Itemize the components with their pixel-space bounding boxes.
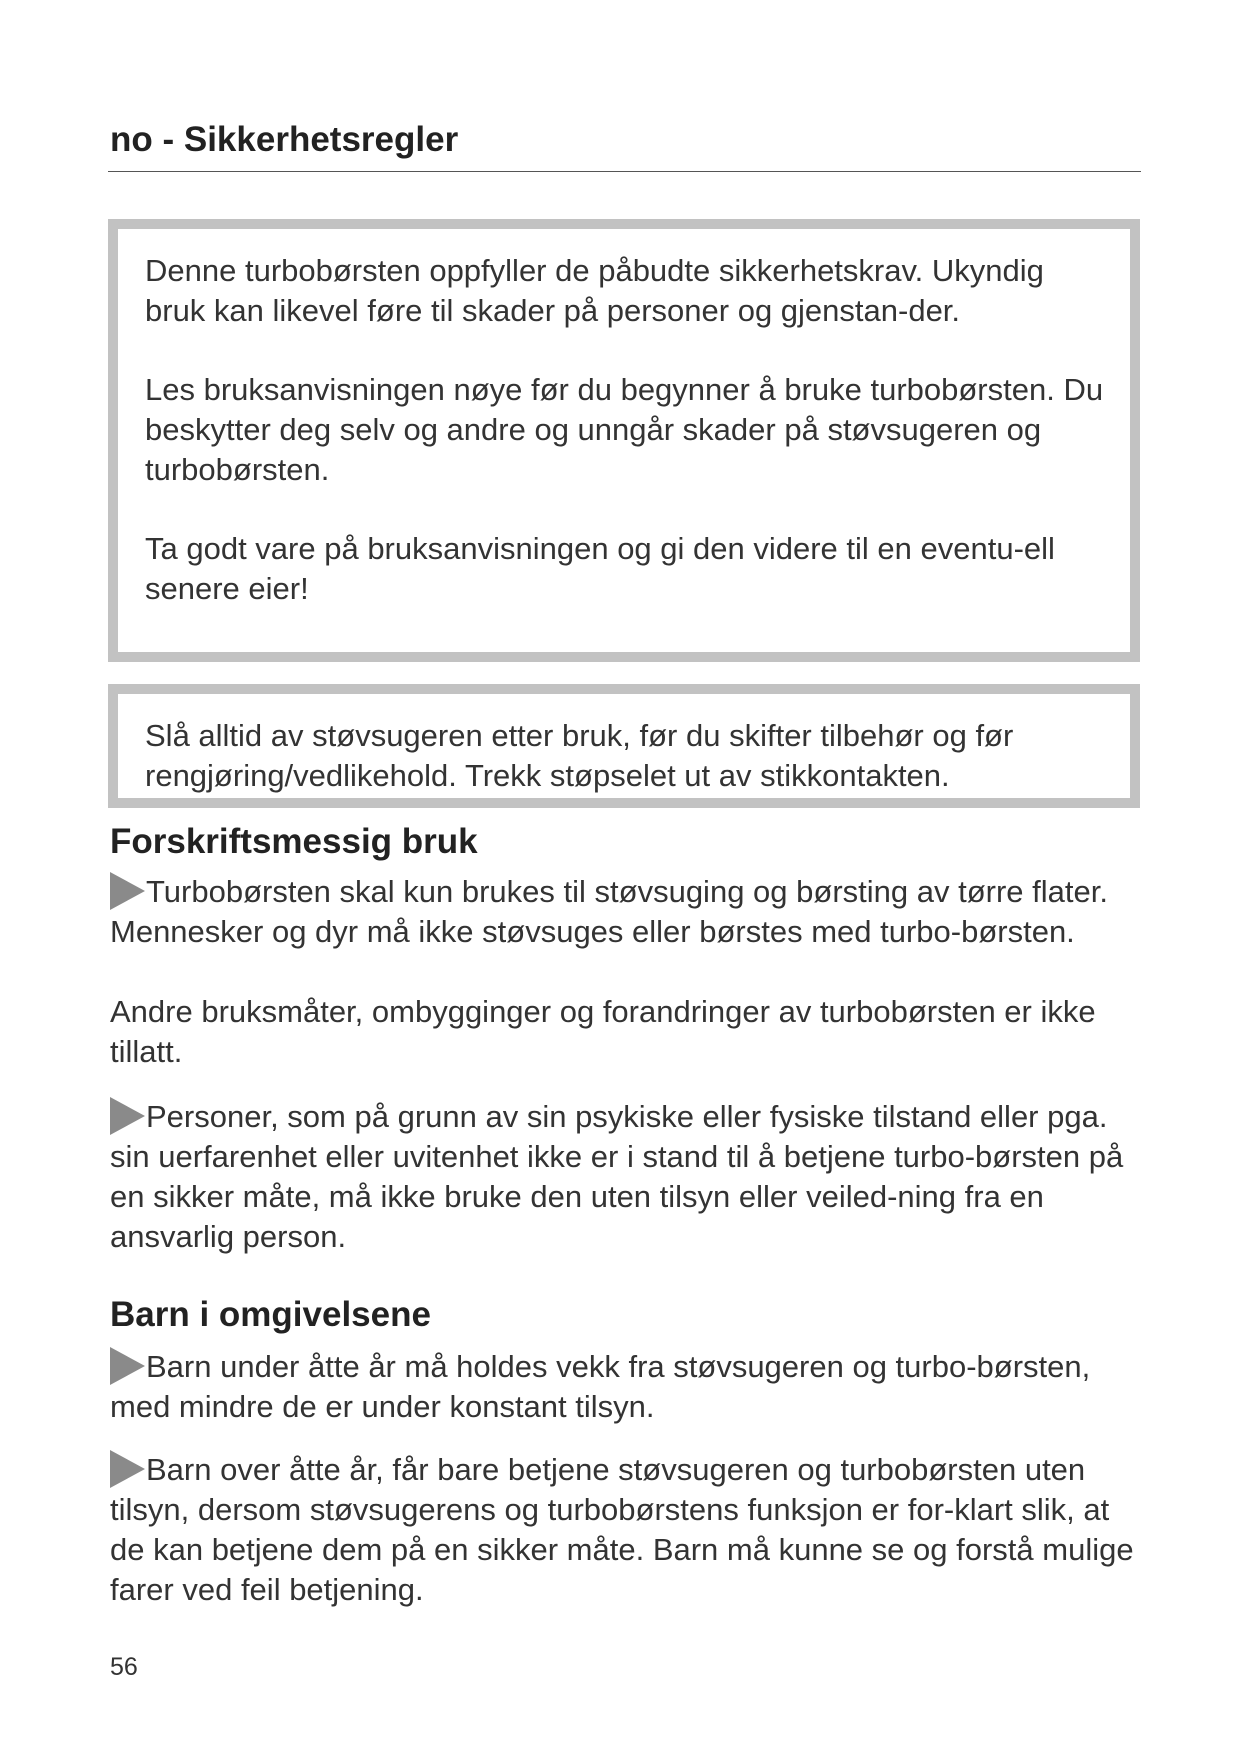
triangle-bullet-icon (110, 1450, 145, 1488)
intended-use-bullet (110, 872, 1140, 952)
children-bullet (110, 1450, 1140, 1610)
page-number: 56 (110, 1653, 138, 1681)
triangle-bullet-icon (110, 872, 145, 910)
safety-notice-box (108, 219, 1140, 662)
bullet-text: Personer, som på grunn av sin psykiske eller fysiske tilstand eller pga. sin uerfarenhet eller uvitenhet ikke er i stand til å betjene turbo-børsten på en sikker måte, må ikke bruke den uten tilsyn eller veiled-ning fra en ansvarlig person. (110, 1099, 1124, 1254)
unplug-warning-text: Slå alltid av støvsugeren etter bruk, før du skifter tilbehør og før rengjøring/vedlikehold. Trekk støpselet ut av stikkontakten. (145, 718, 1014, 793)
safety-notice-paragraph: Les bruksanvisningen nøye før du begynner å bruke turbobørsten. Du beskytter deg selv og andre og unngår skader på støvsugeren og turbobørsten. (145, 372, 1104, 487)
unplug-warning-box (108, 684, 1140, 808)
children-bullet (110, 1347, 1140, 1427)
triangle-bullet-icon (110, 1097, 145, 1135)
safety-notice-paragraph: Ta godt vare på bruksanvisningen og gi den videre til en eventu-ell senere eier! (145, 531, 1055, 606)
page-title: no - Sikkerhetsregler (110, 120, 459, 159)
bullet-text: Barn over åtte år, får bare betjene støvsugeren og turbobørsten uten tilsyn, dersom støvsugerens og turbobørstens funksjon er for-klart slik, at de kan betjene dem på en sikker måte. Barn må kunne se og forstå mulige farer ved feil betjening. (110, 1452, 1134, 1607)
intended-use-bullet (110, 1097, 1140, 1257)
bullet-text: Barn under åtte år må holdes vekk fra støvsugeren og turbo-børsten, med mindre de er under konstant tilsyn. (110, 1349, 1091, 1424)
intended-use-continuation: Andre bruksmåter, ombygginger og forandringer av turbobørsten er ikke tillatt. (110, 994, 1096, 1069)
safety-notice-paragraph: Denne turbobørsten oppfyller de påbudte sikkerhetskrav. Ukyndig bruk kan likevel føre til skader på personer og gjenstan-der. (145, 253, 1044, 328)
title-divider (108, 171, 1141, 172)
section-heading-intended-use: Forskriftsmessig bruk (110, 822, 478, 861)
triangle-bullet-icon (110, 1347, 145, 1385)
section-heading-children: Barn i omgivelsene (110, 1295, 431, 1334)
bullet-text: Turbobørsten skal kun brukes til støvsuging og børsting av tørre flater. Mennesker og dyr må ikke støvsuges eller børstes med turbo-børsten. (110, 874, 1108, 949)
